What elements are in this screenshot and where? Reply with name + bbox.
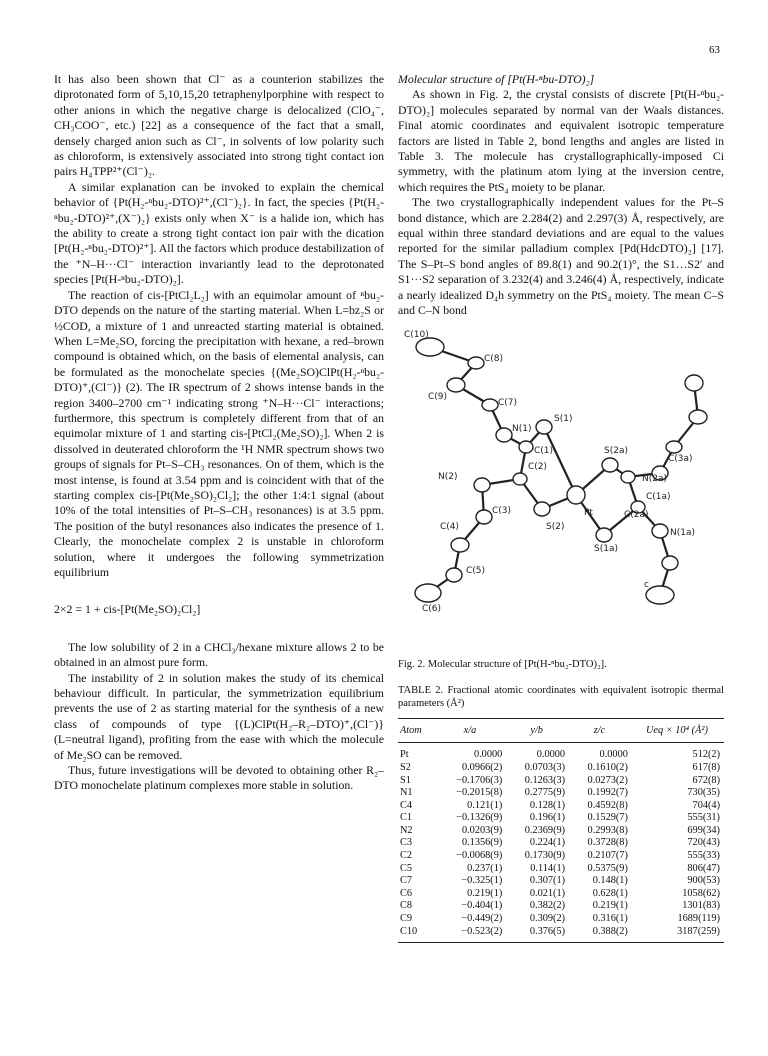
value-cell: 0.1992(7) [587, 787, 628, 799]
value-cell: −0.404(1) [461, 900, 503, 912]
atom-ellipsoid [447, 378, 465, 392]
atom-ellipsoid [519, 441, 533, 453]
value-cell: 555(31) [687, 812, 720, 824]
atom-label: C(8) [484, 353, 504, 364]
atom-ellipsoid [596, 528, 612, 542]
value-cell: 0.4592(8) [587, 799, 628, 811]
value-cell: 0.2369(9) [524, 824, 566, 836]
value-cell: 0.388(2) [569, 926, 632, 943]
section-heading: Molecular structure of [Pt(H-ⁿbu-DTO)₂] [398, 72, 595, 86]
value-cell: 0.1263(3) [524, 774, 566, 786]
table-row [398, 800, 724, 813]
atom-ellipsoid [536, 420, 552, 434]
table-row [398, 926, 724, 943]
atom-cell: C6 [400, 887, 413, 899]
value-cell: 0.1610(2) [587, 761, 628, 773]
value-cell: 0.0000 [473, 749, 503, 761]
atom-ellipsoid [689, 410, 707, 424]
atom-ellipsoid [685, 375, 703, 391]
value-cell: 555(33) [687, 850, 720, 862]
value-cell: 0.382(2) [529, 900, 566, 912]
value-cell: 0.128(1) [529, 799, 566, 811]
value-cell: 1301(83) [682, 900, 720, 912]
atom-label: C(3) [492, 505, 512, 516]
value-cell: 0.0203(9) [461, 824, 503, 836]
table-row [398, 775, 724, 788]
atom-label: C(3a) [668, 453, 693, 464]
table-row [398, 837, 724, 850]
table-row [398, 743, 724, 762]
atom-label: C(10) [404, 329, 429, 340]
atom-ellipsoid [416, 338, 444, 356]
value-cell: 0.2107(7) [587, 850, 628, 862]
atom-cell: S1 [400, 774, 411, 786]
table-row [398, 863, 724, 876]
paragraph: As shown in Fig. 2, the crystal consists of discrete [Pt(H-ⁿbu₂-DTO)₂] molecules separated by normal van der Waals distances. Final atomic coordinates and equivalent isotropic temperature factors are listed in Table 2, bond lengths and angles are listed in Table 3. The molecule has crystallographically-imposed Ci symmetry, with the platinum atom lying at the inversion centre, which requires the PtS₄ moiety to be planar. [398, 87, 724, 194]
atom-label: C(5) [466, 565, 486, 576]
atom-label: C(2) [528, 461, 548, 472]
value-cell: −0.1706(3) [456, 774, 503, 786]
value-cell: 0.2993(8) [587, 824, 628, 836]
table-row [398, 900, 724, 913]
value-cell: 730(35) [687, 787, 720, 799]
value-cell: 512(2) [692, 749, 720, 761]
atom-cell: C1 [400, 812, 413, 824]
value-cell: 0.1356(9) [461, 837, 503, 849]
atom-label: C(9) [428, 391, 448, 402]
atom-ellipsoid [621, 471, 635, 483]
column-header: x/a [436, 718, 507, 742]
atom-ellipsoid [666, 441, 682, 453]
value-cell: 699(34) [687, 824, 720, 836]
table-caption: TABLE 2. Fractional atomic coordinates with equivalent isotropic thermal parameters (Å²) [398, 684, 724, 709]
atom-cell: C4 [400, 799, 413, 811]
value-cell: 672(8) [692, 774, 720, 786]
atom-label: N(1a) [670, 527, 695, 538]
value-cell: 0.0966(2) [461, 761, 503, 773]
bond [544, 427, 576, 495]
atom-ellipsoid [496, 428, 512, 442]
value-cell: 0.3728(8) [587, 837, 628, 849]
atom-ellipsoid [534, 502, 550, 516]
value-cell: 0.0703(3) [524, 761, 566, 773]
atom-cell: C9 [400, 913, 413, 925]
atom-label: S(2) [546, 521, 565, 532]
value-cell: 0.307(1) [529, 875, 566, 887]
atom-label: N(2) [438, 471, 458, 482]
value-cell: 0.376(5) [506, 926, 569, 943]
atom-cell: C3 [400, 837, 413, 849]
atom-ellipsoid [482, 399, 498, 411]
table-body [398, 743, 724, 943]
table-header-row [398, 718, 724, 742]
value-cell: 0.196(1) [529, 812, 566, 824]
page-number: 63 [709, 44, 720, 56]
atom-label: C(7) [498, 397, 518, 408]
value-cell: 1058(62) [682, 887, 720, 899]
value-cell: −0.325(1) [461, 875, 503, 887]
value-cell: 0.114(1) [530, 862, 566, 874]
right-column [398, 72, 724, 943]
value-cell: 617(8) [692, 761, 720, 773]
column-header: Atom [398, 718, 436, 742]
table-row [398, 850, 724, 863]
value-cell: 0.021(1) [529, 887, 566, 899]
atom-label: C(1) [534, 445, 554, 456]
atom-cell: N2 [400, 824, 413, 836]
paragraph: The low solubility of 2 in a CHCl₃/hexane mixture allows 2 to be obtained in an almost pure form. [54, 639, 384, 670]
column-header: y/b [506, 718, 569, 742]
atom-label: C(2a) [624, 509, 649, 520]
equation: 2×2 = 1 + cis-[Pt(Me₂SO)₂Cl₂] [54, 602, 201, 617]
atom-ellipsoid [446, 568, 462, 582]
atom-label: c [644, 579, 649, 590]
atom-cell: C7 [400, 875, 413, 887]
value-cell: −0.0068(9) [456, 850, 503, 862]
atom-ellipsoid [474, 478, 490, 492]
value-cell: 0.0000 [599, 749, 628, 761]
atom-ellipsoid [513, 473, 527, 485]
table-row [398, 787, 724, 800]
value-cell: 0.219(1) [467, 887, 503, 899]
value-cell: 0.219(1) [592, 900, 628, 912]
table-row [398, 913, 724, 926]
atom-ellipsoid [567, 486, 585, 504]
value-cell: −0.2015(8) [456, 787, 503, 799]
value-cell: 0.628(1) [592, 887, 628, 899]
paragraph: The reaction of cis-[PtCl₂L₂] with an equimolar amount of ⁿbu₂-DTO depends on the nature of the starting material. When L=bz₂S or ½COD, a mixture of 1 and unreacted starting material is obtained. When L=Me₂SO, forcing the precipitation with hexane, a red–brown compound is obtained which, on the basis of elemental analysis, can be formulated as the monochelate species {(Me₂SO)ClPt(H₂-ⁿbu₂-DTO)⁺,(Cl⁻)} (2). The IR spectrum of 2 shows intense bands in the region 3400–2700 cm⁻¹ indicating strong ⁺N–H···Cl⁻ interactions; furthermore, this spectrum is completely different from that of an equimolar mixture of 1 and starting cis-[PtCl₂(Me₂SO)₂]. When 2 is dissolved in deuterated chloroform the ¹H NMR spectrum shows two groups of signals for Pt–S–CH₃ resonances. On of them, which is the most intense, is found at 3.54 ppm and is coincident with that of the starting complex cis-[Pt(Me₂SO)₂Cl₂]; the other 1:4:1 signal (about 10% of the total intensities of Pt–S–CH₃ resonances) is at 3.5 ppm. The position of the butyl resonances also indicates the presence of 1. Clearly, the monochelate complex 2 is unstable in chloroform solution, where it undergoes the following symmetrization equilibrium [54, 287, 384, 579]
left-column [54, 72, 384, 794]
paragraph: Thus, future investigations will be devoted to obtaining other R₂–DTO monochelate platinum complexes more stable in solution. [54, 763, 384, 793]
value-cell: 704(4) [692, 799, 720, 811]
atom-label: C(6) [422, 603, 442, 614]
paragraph: It has also been shown that Cl⁻ as a counterion stabilizes the diprotonated form of 5,10,15,20 tetraphenylporphine with respect to other anions in which the negative charge is delocalized (ClO₄⁻, CH₃COO⁻, etc.) [22] as a consequence of the fact that a small, densely charged anion such as Cl⁻, in solvents of low polarity such as chloroform, is extensively associated into strong tight contact ion pairs H₄TPP²⁺(Cl⁻)₂. [54, 72, 384, 179]
table-row [398, 825, 724, 838]
value-cell: −0.523(2) [436, 926, 507, 943]
atom-ellipsoid [476, 510, 492, 524]
atom-cell: Pt [400, 749, 409, 761]
column-header: Ueq × 10⁴ (Å²) [632, 718, 724, 742]
value-cell: 0.1529(7) [587, 812, 628, 824]
paragraph: The instability of 2 in solution makes the study of its chemical behaviour difficult. In particular, the symmetrization equilibrium prevents the use of 2 as starting material for the synthesis of a new class of compounds of type {(L)ClPt(H₂–R₂–DTO)⁺,(Cl⁻)} (L=neutral ligand), profiting from the ease with which the molecule of Me₂SO can be removed. [54, 670, 384, 762]
value-cell: 0.1730(9) [524, 850, 566, 862]
atom-label: N(2a) [642, 473, 667, 484]
value-cell: 3187(259) [632, 926, 724, 943]
atom-cell: C10 [398, 926, 436, 943]
atom-cell: N1 [400, 787, 413, 799]
value-cell: 0.2775(9) [524, 787, 566, 799]
value-cell: 1689(119) [677, 913, 720, 925]
atom-label: S(1) [554, 413, 573, 424]
atom-label: S(2a) [604, 445, 628, 456]
value-cell: 0.0273(2) [587, 774, 628, 786]
atom-label: S(1a) [594, 543, 618, 554]
molecular-structure-diagram [398, 323, 724, 653]
atom-ellipsoid [602, 458, 618, 472]
coordinates-table [398, 718, 724, 943]
atom-ellipsoid [662, 556, 678, 570]
value-cell: 0.148(1) [592, 875, 628, 887]
value-cell: 0.224(1) [529, 837, 566, 849]
value-cell: 0.309(2) [529, 913, 566, 925]
figure-caption: Fig. 2. Molecular structure of [Pt(H-ⁿbu₂-DTO)₂]. [398, 658, 607, 670]
value-cell: 720(43) [687, 837, 720, 849]
value-cell: 0.121(1) [467, 799, 503, 811]
atom-ellipsoid [652, 524, 668, 538]
table-row [398, 762, 724, 775]
table-row [398, 875, 724, 888]
atom-label: Pt [584, 507, 593, 518]
atoms [415, 338, 707, 604]
atom-cell: C5 [400, 862, 413, 874]
atom-label: N(1) [512, 423, 532, 434]
atom-ellipsoid [646, 586, 674, 604]
value-cell: 806(47) [687, 862, 720, 874]
molecular-structure-figure [398, 323, 724, 653]
atom-label: C(4) [440, 521, 460, 532]
paragraph: The two crystallographically independent values for the Pt–S bond distance, which are 2.284(2) and 2.297(3) Å, respectively, are equal within three standard deviations and are equal to the values reported for the similar palladium complex [Pd(HdcDTO)₂] [17]. The S–Pt–S bond angles of 89.8(1) and 90.2(1)°, the S1…S2′ and S1···S2 separation of 3.232(4) and 3.246(4) Å, respectively, indicate a nearly idealized D₄h symmetry on the PtS₄ moiety. The mean C–S and C–N bond [398, 195, 724, 318]
value-cell: 0.316(1) [592, 913, 628, 925]
figure [398, 323, 724, 672]
table-row [398, 812, 724, 825]
value-cell: 0.237(1) [467, 862, 503, 874]
atom-cell: C2 [400, 850, 413, 862]
value-cell: 0.5375(9) [587, 862, 628, 874]
value-cell: 900(53) [687, 875, 720, 887]
value-cell: 0.0000 [536, 749, 566, 761]
atom-ellipsoid [451, 538, 469, 552]
column-header: z/c [569, 718, 632, 742]
value-cell: −0.1326(9) [456, 812, 503, 824]
atom-ellipsoid [415, 584, 441, 602]
atom-cell: S2 [400, 761, 411, 773]
paragraph: A similar explanation can be invoked to explain the chemical behavior of {Pt(H₂-ⁿbu₂-DTO)²⁺,(Cl⁻)₂}. In fact, the species {Pt(H₂-ⁿbu₂-DTO)²⁺,(X⁻)₂} exists only when X⁻ is a halide ion, which has the ability to create a strong tight contact ion pair with the dication [Pt(H₂-ⁿbu₂-DTO)²⁺]. All the factors which produce destabilization of the ⁺N–H···Cl⁻ interaction invariantly lead to the deprotonated species [Pt(H-ⁿbu₂-DTO)₂]. [54, 179, 384, 287]
value-cell: −0.449(2) [461, 913, 503, 925]
table-row [398, 888, 724, 901]
atom-cell: C8 [400, 900, 413, 912]
atom-ellipsoid [468, 357, 484, 369]
atom-label: C(1a) [646, 491, 671, 502]
